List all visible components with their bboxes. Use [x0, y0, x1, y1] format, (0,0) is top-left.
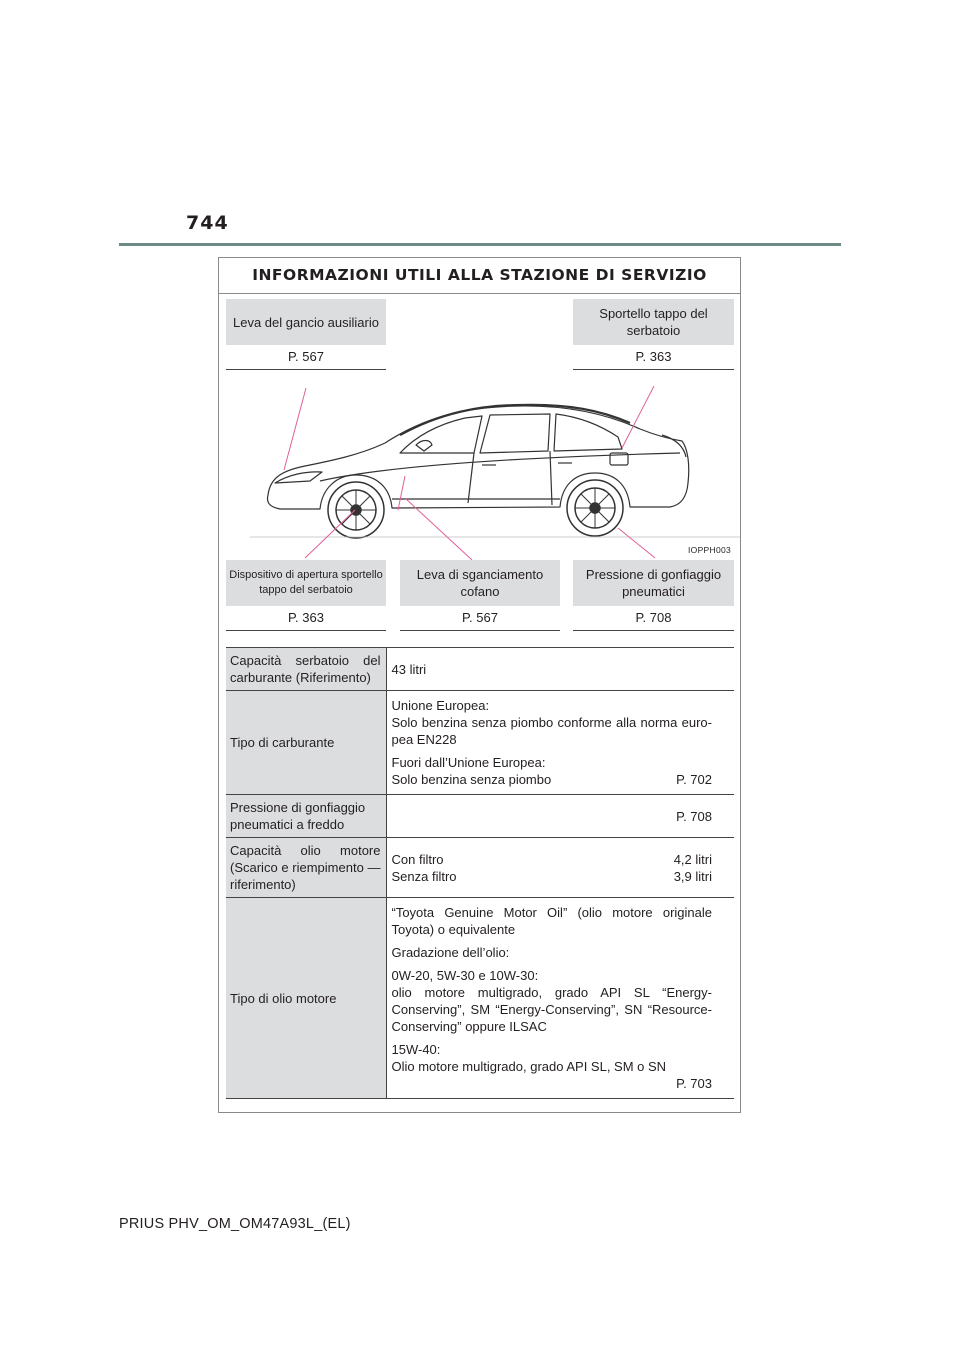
- oil-capacity-value: [386, 838, 734, 898]
- table-row: [226, 691, 734, 795]
- callout-hood-release-ref[interactable]: P. 567: [400, 606, 560, 631]
- oil-with-filter-value: 4,2 litri: [673, 851, 712, 867]
- callout-hook-lever-ref[interactable]: P. 567: [226, 345, 386, 370]
- oil-capacity-label: Capacità olio motore (Scarico e riempimento — riferimento): [226, 838, 386, 898]
- fuel-type-value: [386, 691, 734, 795]
- oil-type-label: Tipo di olio motore: [226, 898, 386, 1099]
- oil-type-p2: Gradazione dell’olio:: [391, 945, 510, 960]
- diagram-code: IOPPH003: [688, 545, 732, 555]
- oil-type-value: [386, 898, 734, 1099]
- oil-type-ref[interactable]: P. 703: [676, 1076, 712, 1091]
- oil-type-p4-title: 15W-40:: [391, 1042, 441, 1057]
- car-illustration: [250, 395, 740, 560]
- spec-table: [226, 647, 734, 1099]
- oil-type-p1: “Toyota Genuine Motor Oil” (olio motore originale Toyota) o equivalente: [391, 905, 712, 937]
- car-side-view-icon: [250, 395, 740, 560]
- fuel-type-eu-title: Unione Europea:: [391, 698, 490, 713]
- oil-with-filter-label: Con filtro: [391, 851, 444, 867]
- fuel-type-label: Tipo di carburante: [226, 691, 386, 795]
- header-rule: [119, 243, 841, 246]
- callout-hook-lever-label: Leva del gancio ausiliario: [226, 299, 386, 345]
- footer-doc-code: PRIUS PHV_OM_OM47A93L_(EL): [119, 1216, 351, 1232]
- callout-fuel-door-opener-ref[interactable]: P. 363: [226, 606, 386, 631]
- fuel-capacity-label: Capacità serbatoio del carburante (Riferimento): [226, 648, 386, 691]
- box-title: INFORMAZIONI UTILI ALLA STAZIONE DI SERVIZIO: [219, 258, 740, 294]
- oil-type-p3-text: olio motore multigrado, grado API SL “Energy-Conserving”, SM “Energy-Conserving”, SN “Resource-Conserving” oppure ILSAC: [391, 985, 712, 1034]
- tire-pressure-label: Pressione di gonfiaggio pneumatici a freddo: [226, 795, 386, 838]
- oil-type-p4-text: Olio motore multigrado, grado API SL, SM o SN: [391, 1059, 667, 1074]
- callout-fuel-door-label: Sportello tappo del serbatoio: [573, 299, 734, 345]
- table-row: [226, 648, 734, 691]
- callout-hood-release-label: Leva di sganciamento cofano: [400, 560, 560, 606]
- fuel-type-non-eu-text: Solo benzina senza piombo: [391, 772, 552, 787]
- oil-type-p3-title: 0W-20, 5W-30 e 10W-30:: [391, 968, 539, 983]
- tire-pressure-ref[interactable]: P. 708: [386, 795, 734, 838]
- callout-fuel-door-ref[interactable]: P. 363: [573, 345, 734, 370]
- table-row: [226, 898, 734, 1099]
- oil-without-filter-value: 3,9 litri: [673, 868, 712, 884]
- table-row: [226, 838, 734, 898]
- table-row: [226, 795, 734, 838]
- fuel-type-ref[interactable]: P. 702: [676, 772, 712, 787]
- page-number: 744: [186, 212, 229, 234]
- callout-fuel-door-opener-label: Dispositivo di apertura sportello tappo del serbatoio: [226, 560, 386, 606]
- fuel-type-non-eu-title: Fuori dall’Unione Europea:: [391, 755, 546, 770]
- oil-without-filter-label: Senza filtro: [391, 868, 457, 884]
- callout-tire-pressure-label: Pressione di gonfiaggio pneumatici: [573, 560, 734, 606]
- fuel-type-eu-text: Solo benzina senza piombo conforme alla norma euro-pea EN228: [391, 715, 712, 747]
- fuel-capacity-value: 43 litri: [386, 648, 734, 691]
- callout-tire-pressure-ref[interactable]: P. 708: [573, 606, 734, 631]
